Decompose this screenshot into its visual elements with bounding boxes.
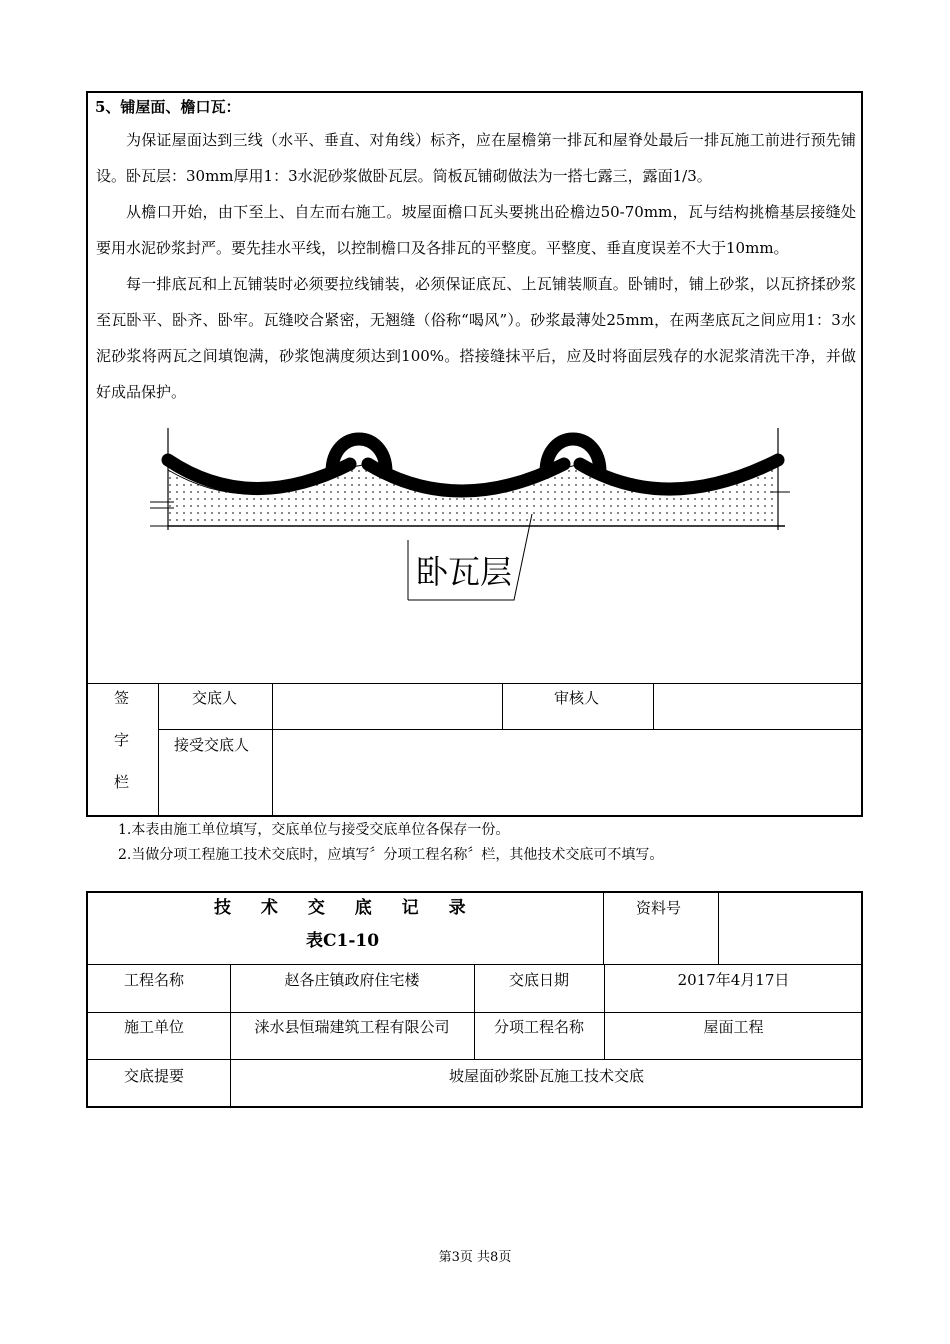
signature-col-line: [272, 683, 273, 817]
reviewer-label: 审核人: [554, 689, 600, 707]
subproject-label: 分项工程名称: [493, 1018, 584, 1036]
signature-top-line: [86, 683, 863, 684]
signature-side-char: 签: [114, 689, 130, 707]
presenter-value[interactable]: [282, 688, 496, 722]
doc-no-value[interactable]: [728, 898, 856, 958]
diagram-label: 卧瓦层: [416, 553, 513, 591]
record-col-line: [603, 891, 604, 964]
signature-col-line: [653, 683, 654, 729]
contractor-label: 施工单位: [124, 1018, 185, 1036]
paragraph-1: 为保证屋面达到三线（水平、垂直、对角线）标齐，应在屋檐第一排瓦和屋脊处最后一排瓦施工前进行预先铺设。卧瓦层：30mm厚用1：3水泥砂浆做卧瓦层。筒板瓦铺砌做法为一搭七露三，露面1/3。: [96, 131, 856, 185]
signature-side-char: 栏: [114, 773, 130, 791]
project-name-label: 工程名称: [124, 971, 185, 989]
summary-label: 交底提要: [124, 1067, 185, 1085]
record-col-line: [718, 891, 719, 964]
page-number: 第3页 共8页: [438, 1250, 512, 1265]
subproject-value: 屋面工程: [703, 1018, 764, 1036]
paragraph-3: 每一排底瓦和上瓦铺装时必须要拉线铺装，必须保证底瓦、上瓦铺装顺直。卧铺时，铺上砂浆，以瓦挤揉砂浆至瓦卧平、卧齐、卧牢。瓦缝咬合紧密，无翘缝（俗称“喝风”）。砂浆最薄处25mm，在两垄底瓦之间应用1：3水泥砂浆将两瓦之间填饱满，砂浆饱满度须达到100%。搭接缝抹平后，应及时将面层残存的水泥浆清洗干净，并做好成品保护。: [96, 275, 856, 401]
project-name-value: 赵各庄镇政府住宅楼: [284, 971, 420, 989]
summary-value: 坡屋面砂浆卧瓦施工技术交底: [448, 1067, 644, 1085]
contractor-value: 涞水县恒瑞建筑工程有限公司: [254, 1018, 450, 1036]
signature-col-line: [502, 683, 503, 729]
record-title: 技 术 交 底 记 录: [214, 898, 478, 918]
record-row-line: [86, 1059, 863, 1060]
note-1: 1.本表由施工单位填写，交底单位与接受交底单位各保存一份。: [118, 822, 510, 838]
signature-col-line: [158, 683, 159, 817]
tile-diagram: [140, 420, 800, 610]
date-value: 2017年4月17日: [677, 971, 790, 989]
form-number: 表C1-10: [306, 931, 380, 951]
receiver-value[interactable]: [282, 735, 856, 809]
paragraph-2: 从檐口开始，由下至上、自左而右施工。坡屋面檐口瓦头要挑出砼檐边50-70mm，瓦与结构挑檐基层接缝处要用水泥砂浆封严。要先挂水平线，以控制檐口及各排瓦的平整度。平整度、垂直度误差不大于10mm。: [96, 203, 856, 257]
note-2: 2.当做分项工程施工技术交底时，应填写〞分项工程名称〞栏，其他技术交底可不填写。: [118, 847, 664, 863]
receiver-label: 接受交底人: [174, 736, 250, 754]
signature-mid-line: [158, 729, 863, 730]
date-label: 交底日期: [508, 971, 569, 989]
section-body: [96, 122, 856, 410]
section-heading: 5、铺屋面、檐口瓦：: [95, 98, 241, 116]
signature-side-char: 字: [114, 731, 130, 749]
presenter-label: 交底人: [192, 689, 238, 707]
doc-no-label: 资料号: [636, 899, 682, 917]
reviewer-value[interactable]: [662, 688, 856, 722]
